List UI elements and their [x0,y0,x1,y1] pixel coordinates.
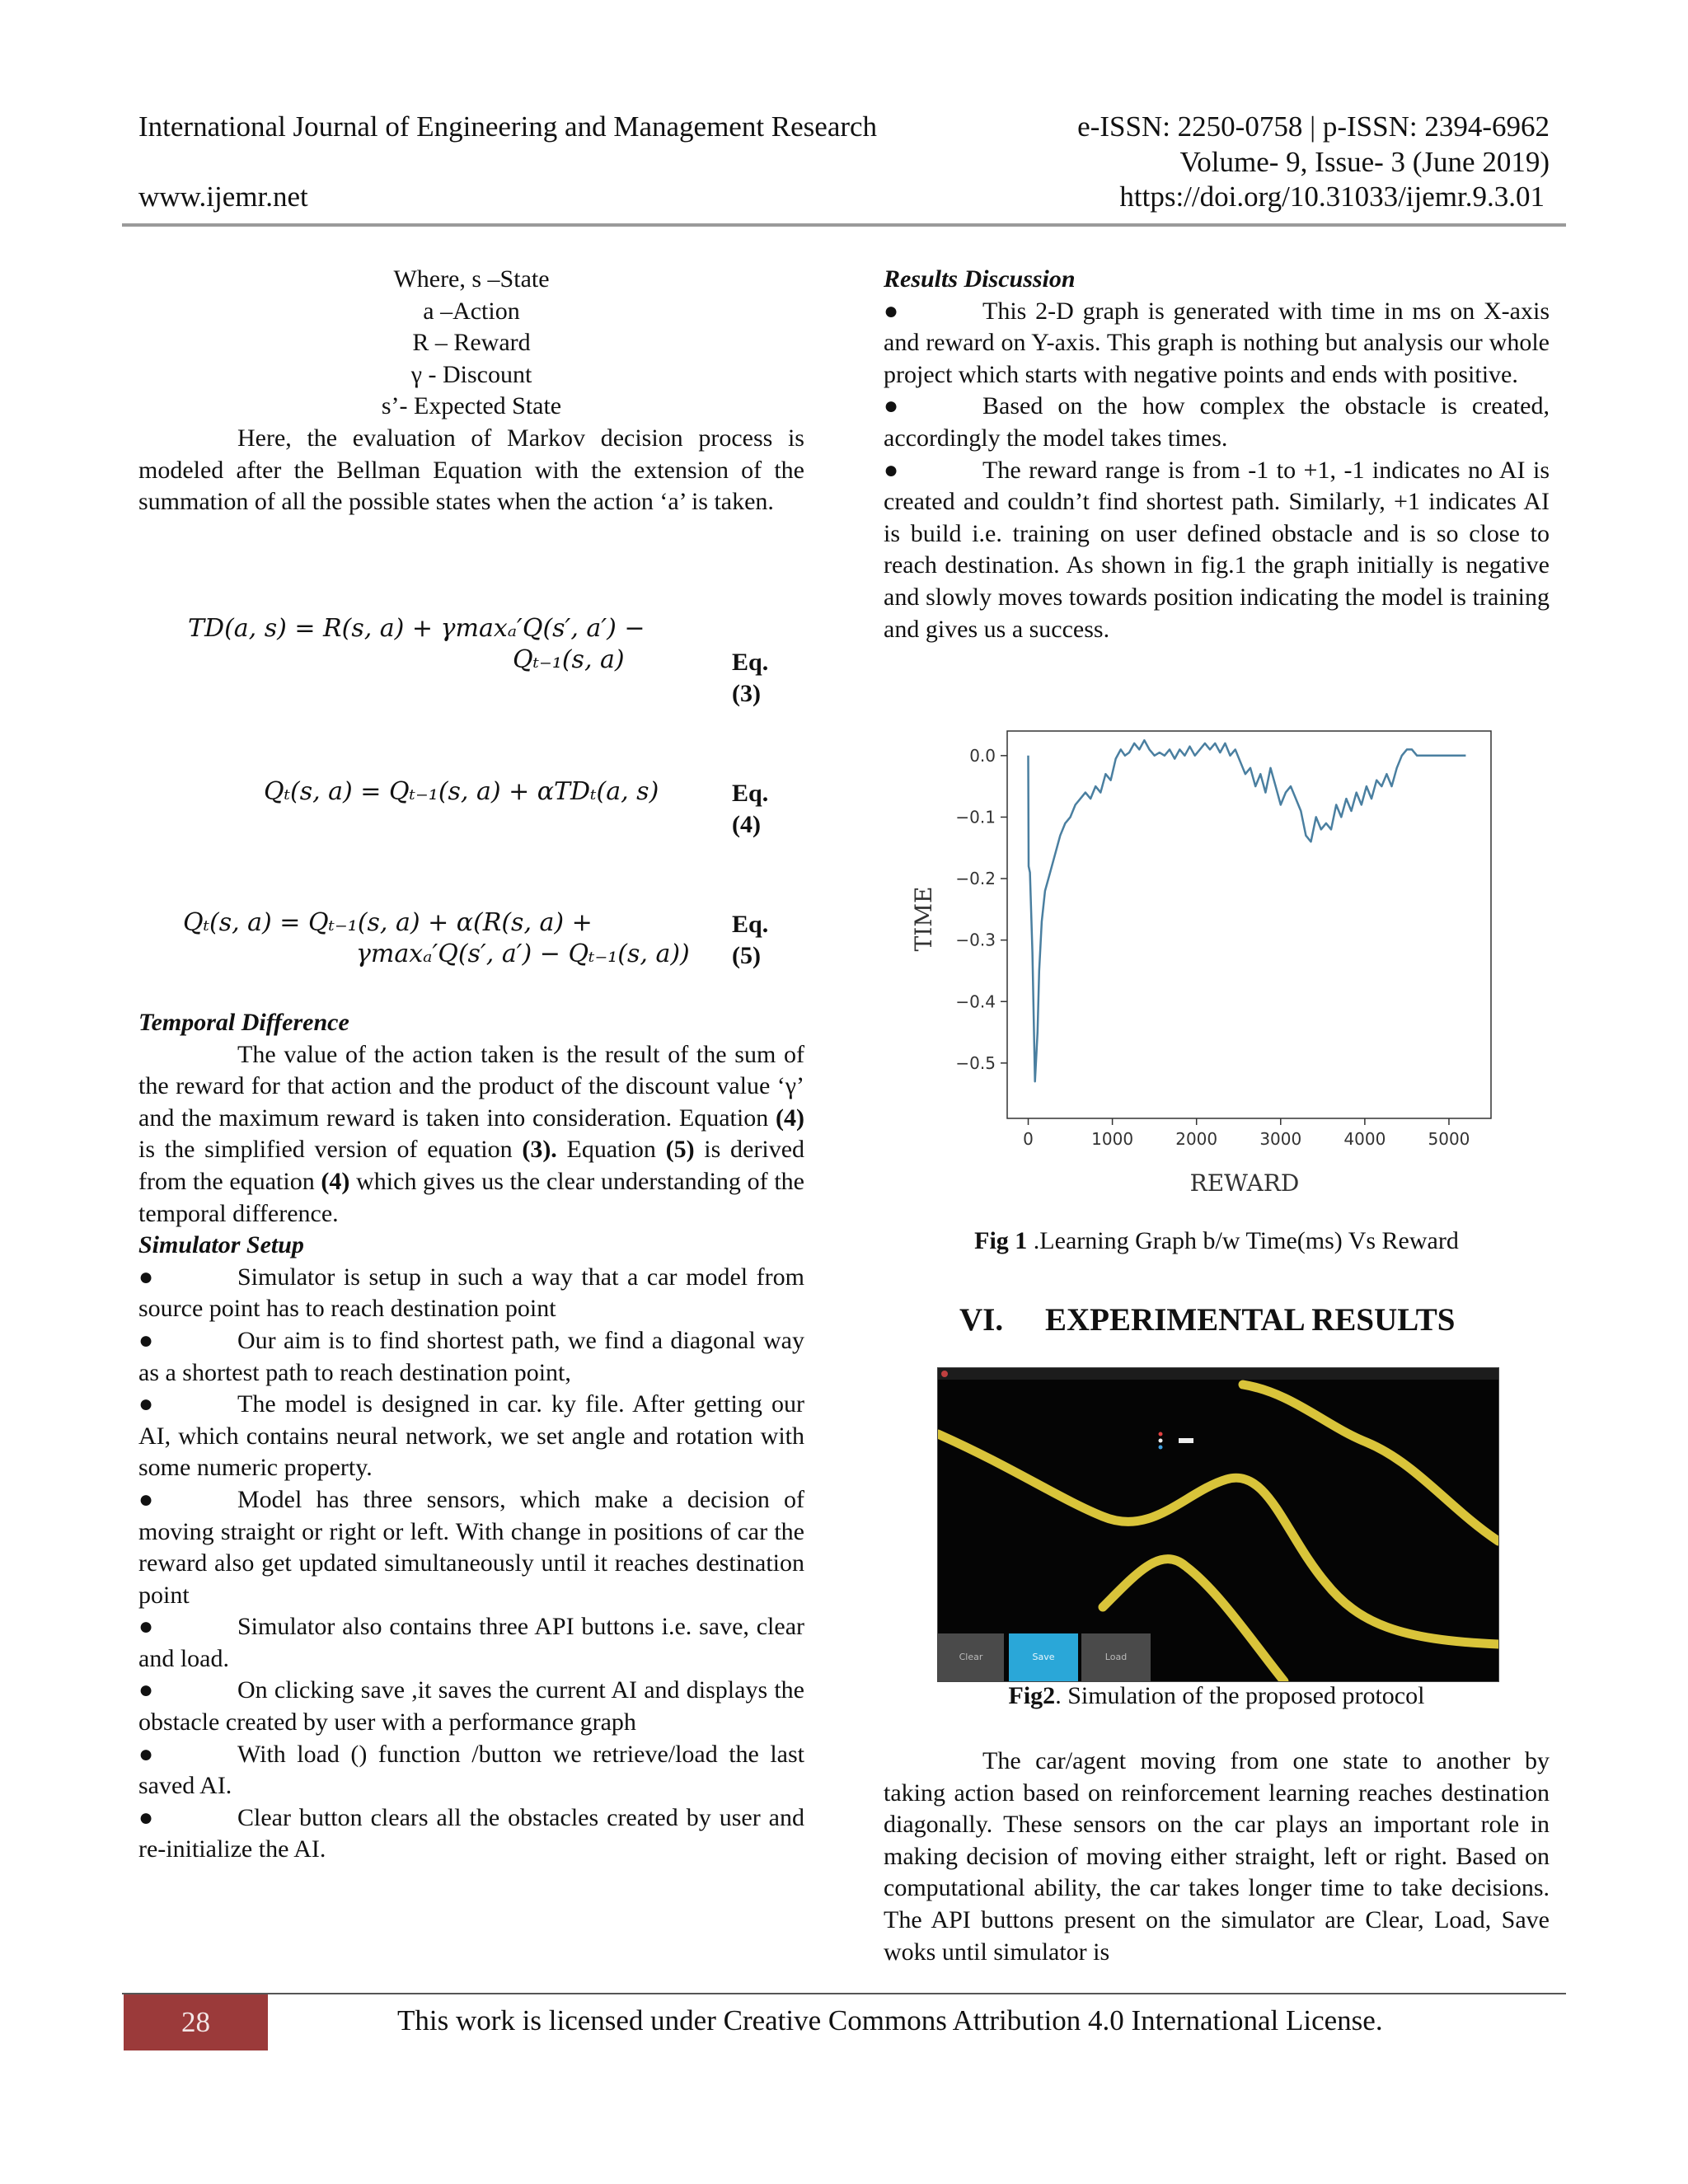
y-tick-label: −0.3 [955,930,996,950]
y-tick-label: −0.2 [955,869,996,889]
where-r: R – Reward [412,329,531,357]
list-item: ● Simulator is setup in such a way that a car model from source point has to reach destination point [138,1263,804,1323]
save-button[interactable]: Save [1009,1633,1078,1681]
list-item: ● Clear button clears all the obstacles created by user and re-initialize the AI. [138,1803,804,1863]
eq5-line1: Qₜ(s, a) = Qₜ₋₁(s, a) + α(R(s, a) + [183,908,593,937]
fig1-caption: Fig 1 .Learning Graph b/w Time(ms) Vs Reward [974,1227,1459,1254]
where-gamma: γ - Discount [410,360,532,388]
plot-frame [1007,731,1491,1118]
road-obstacle-1 [938,1434,1498,1644]
eq4-line1: Qₜ(s, a) = Qₜ₋₁(s, a) + αTDₜ(a, s) [264,777,659,806]
volume-issue: Volume- 9, Issue- 3 (June 2019) [1179,146,1550,178]
where-s: Where, s –State [393,265,550,293]
sensor-blue [1159,1446,1163,1450]
left-column-bottom [138,1007,804,1866]
issn: e-ISSN: 2250-0758 | p-ISSN: 2394-6962 [1077,110,1550,143]
right-column-bottom [884,1746,1550,1968]
learning-curve-line [1029,740,1466,1081]
list-item: ● With load () function /button we retrieve/load the last saved AI. [138,1740,804,1800]
y-tick-label: −0.5 [955,1052,996,1073]
y-tick-label: −0.4 [955,991,996,1012]
x-tick-label: 1000 [1091,1129,1134,1149]
x-tick-label: 2000 [1175,1129,1218,1149]
clear-button[interactable]: Clear [938,1633,1004,1681]
list-item: ● Our aim is to find shortest path, we find a diagonal way as a shortest path to reach destination point, [138,1326,804,1386]
bellman-paragraph: Here, the evaluation of Markov decision process is modeled after the Bellman Equation with the extension of the summation of all the possible states when the action ‘a’ is taken. [138,424,804,516]
eq5-line2: γmaxₐ′Q(s′, a′) − Qₜ₋₁(s, a)) [356,940,690,968]
eq4-label: Eq. [732,780,769,807]
close-dot-icon [941,1371,948,1377]
eq3-label: Eq. [732,649,769,676]
eq3-number: (3) [732,680,761,707]
list-item: ● The reward range is from -1 to +1, -1 indicates no AI is created and couldn’t find shortest path. Similarly, +1 indicates AI is build i.e. training on user defined obstacle and is so close to reach destination. As shown in fig.1 the graph initially is negative and slowly moves towards position indicating the model is training and gives us a success. [884,456,1550,643]
doi-link[interactable]: https://doi.org/10.31033/ijemr.9.3.01 [1119,180,1545,213]
learning-graph [903,725,1512,1203]
right-column-top [884,264,1550,645]
sensor-white [1159,1439,1163,1443]
x-tick-label: 0 [1023,1129,1034,1149]
list-item: ● This 2-D graph is generated with time in ms on X-axis and reward on Y-axis. This graph is nothing but analysis our whole project which starts with negative points and ends with positive. [884,297,1550,388]
eq3-line2: Qₜ₋₁(s, a) [513,645,625,674]
list-item: ● Based on the how complex the obstacle is created, accordingly the model takes times. [884,392,1550,452]
conclusion-paragraph: The car/agent moving from one state to another by taking action based on reinforcement learning reaches destination diagonally. These sensors on the car plays an important role in making decision of moving either straight, left or right. Based on computational ability, the car takes longer time to take decisions. The API buttons present on the simulator are Clear, Load, Save woks until simulator is [884,1747,1550,1966]
eq3-line1: TD(a, s) = R(s, a) + γmaxₐ′Q(s′, a′) − [188,614,645,643]
window-titlebar [938,1368,1498,1380]
x-axis-label: REWARD [1189,1169,1300,1197]
eq5-number: (5) [732,942,761,969]
left-column-top [138,264,804,518]
where-a: a –Action [423,297,520,325]
where-s-prime: s’- Expected State [381,392,562,420]
car-agent [1179,1438,1193,1443]
sensor-red [1159,1432,1163,1436]
header-rule [122,223,1566,227]
eq5-label: Eq. [732,911,769,938]
list-item: ● The model is designed in car. ky file. After getting our AI, which contains neural network, we set angle and rotation with some numeric property. [138,1390,804,1482]
page-number: 28 [124,1994,268,2050]
simulator-setup-heading: Simulator Setup [138,1231,304,1259]
section-title: EXPERIMENTAL RESULTS [1045,1302,1456,1338]
simulator-screenshot [937,1367,1499,1682]
section-number: VI. [959,1302,1004,1338]
load-button[interactable]: Load [1081,1633,1151,1681]
x-tick-label: 5000 [1428,1129,1470,1149]
eq4-number: (4) [732,811,761,838]
list-item: ● On clicking save ,it saves the current AI and displays the obstacle created by user with a performance graph [138,1676,804,1736]
temporal-difference-heading: Temporal Difference [138,1009,349,1036]
website-link[interactable]: www.ijemr.net [138,180,308,213]
y-axis-label: TIME [910,886,937,952]
x-tick-label: 3000 [1259,1129,1302,1149]
fig2-caption: Fig2. Simulation of the proposed protocol [1008,1682,1425,1709]
footer-rule [122,1993,1566,1994]
y-tick-label: 0.0 [969,745,996,766]
x-tick-label: 4000 [1343,1129,1386,1149]
license-text: This work is licensed under Creative Commons Attribution 4.0 International License. [397,2004,1383,2036]
list-item: ● Model has three sensors, which make a decision of moving straight or right or left. With change in positions of car the reward also get updated simultaneously until it reaches destination point [138,1485,804,1609]
results-discussion-heading: Results Discussion [884,265,1076,293]
list-item: ● Simulator also contains three API buttons i.e. save, clear and load. [138,1613,804,1672]
temporal-difference-paragraph: The value of the action taken is the result of the sum of the reward for that action and the product of the discount value ‘γ’ and the maximum reward is taken into consideration. Equation (4) is the simplified version of equation (3). Equation (5) is derived from the equation (4) which gives us the clear understanding of the temporal difference. [138,1040,805,1227]
journal-title: International Journal of Engineering and Management Research [138,110,878,143]
y-tick-label: −0.1 [955,807,996,827]
